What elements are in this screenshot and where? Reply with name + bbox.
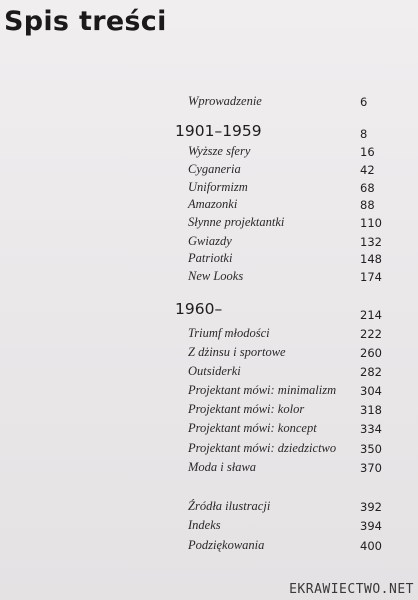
toc-entry-page: 68	[360, 181, 375, 195]
section-page-row-2	[0, 308, 418, 326]
toc-entry-label: Z dżinsu i sportowe	[188, 345, 286, 359]
toc-entry	[0, 383, 418, 401]
toc-entry	[0, 215, 418, 233]
toc-entry	[0, 364, 418, 382]
toc-entry-page: 148	[360, 252, 382, 266]
toc-entry-label: Źródła ilustracji	[188, 499, 271, 513]
toc-entry-page: 370	[360, 461, 382, 475]
section-page-row-1	[0, 127, 418, 145]
toc-entry-back	[0, 499, 418, 517]
toc-entry	[0, 345, 418, 363]
toc-entry-page: 16	[360, 145, 375, 159]
section-heading-1960: 1960–	[175, 300, 223, 318]
toc-entry	[0, 402, 418, 420]
toc-entry-label: Gwiazdy	[188, 234, 232, 248]
toc-entry-label: Podziękowania	[188, 538, 265, 552]
toc-entry-page: 222	[360, 327, 382, 341]
toc-entry-label: Projektant mówi: minimalizm	[188, 383, 337, 397]
toc-entry-back	[0, 518, 418, 536]
toc-entry-page: 318	[360, 403, 382, 417]
toc-entry-page: 392	[360, 500, 382, 514]
toc-entry-page: 394	[360, 519, 382, 533]
toc-entry	[0, 180, 418, 198]
toc-entry-label: Projektant mówi: kolor	[188, 402, 305, 416]
toc-entry-page: 350	[360, 442, 382, 456]
toc-entry-back	[0, 538, 418, 556]
toc-entry-page: 132	[360, 235, 382, 249]
toc-entry	[0, 162, 418, 180]
toc-entry-label: Outsiderki	[188, 364, 241, 378]
toc-entry-page: 42	[360, 163, 375, 177]
watermark: EKRAWIECTWO.NET	[289, 582, 414, 597]
toc-entry-label: New Looks	[188, 269, 244, 283]
section-page: 214	[360, 308, 382, 322]
toc-entry-page: 88	[360, 198, 375, 212]
toc-entry-page: 304	[360, 384, 382, 398]
toc-entry-page: 6	[360, 95, 368, 109]
toc-entry	[0, 441, 418, 459]
toc-entry-label: Patriotki	[188, 251, 233, 265]
toc-entry	[0, 197, 418, 215]
section-page: 8	[360, 127, 368, 141]
toc-entry-label: Triumf młodości	[188, 326, 270, 340]
toc-entry-page: 282	[360, 365, 382, 379]
toc-entry-label: Projektant mówi: dziedzictwo	[188, 441, 337, 455]
toc-entry-page: 260	[360, 346, 382, 360]
toc-entry-label: Uniformizm	[188, 180, 248, 194]
toc-entry	[0, 326, 418, 344]
toc-entry-label: Amazonki	[188, 197, 238, 211]
toc-entry-page: 334	[360, 422, 382, 436]
toc-entry-page: 174	[360, 270, 382, 284]
toc-entry-label: Słynne projektantki	[188, 215, 285, 229]
toc-entry	[0, 251, 418, 269]
toc-entry	[0, 421, 418, 439]
toc-entry-page: 110	[360, 216, 382, 230]
toc-entry	[0, 234, 418, 252]
page-title: Spis treści	[4, 6, 167, 37]
toc-entry-label: Moda i sława	[188, 460, 257, 474]
toc-entry-label: Wprowadzenie	[188, 94, 262, 108]
toc-entry-page: 400	[360, 539, 382, 553]
toc-entry-label: Projektant mówi: koncept	[188, 421, 317, 435]
toc-entry	[0, 269, 418, 287]
toc-entry	[0, 460, 418, 478]
toc-entry	[0, 144, 418, 162]
toc-entry-label: Indeks	[188, 518, 221, 532]
section-heading-1901-1959: 1901–1959	[175, 122, 262, 140]
toc-entry-intro	[0, 94, 418, 112]
toc-entry-label: Cyganeria	[188, 162, 241, 176]
toc-entry-label: Wyższe sfery	[188, 144, 251, 158]
